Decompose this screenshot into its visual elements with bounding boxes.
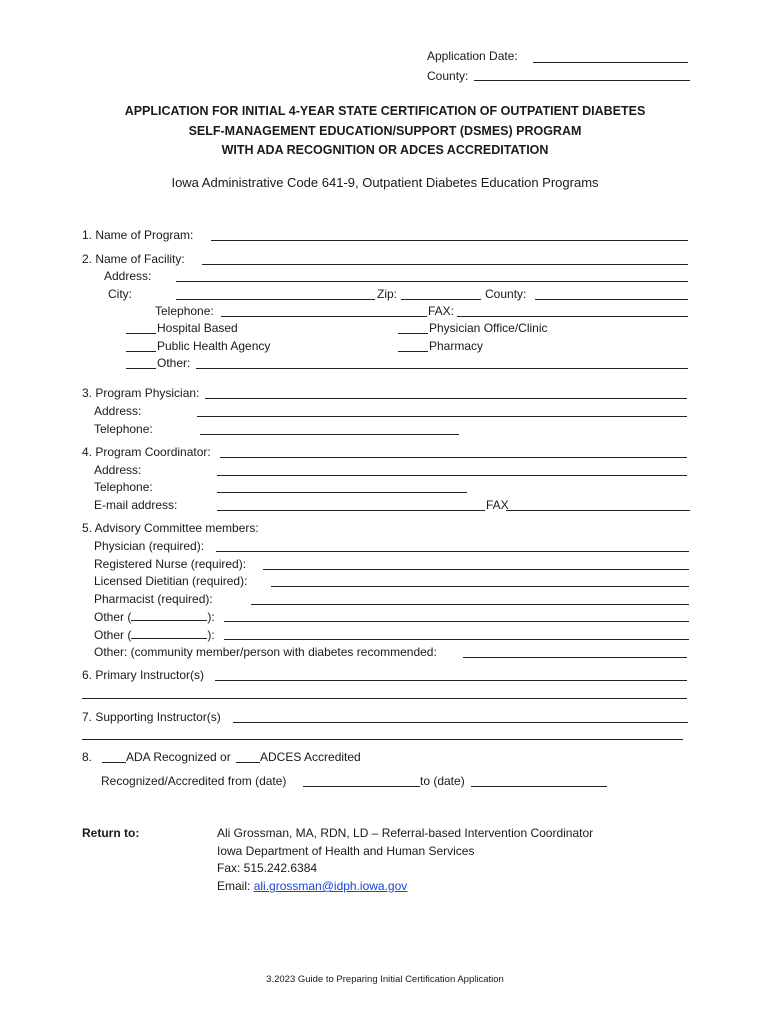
committee-physician-field[interactable]	[216, 551, 689, 552]
program-name-field[interactable]	[211, 240, 688, 241]
facility-zip-field[interactable]	[401, 299, 481, 300]
advisory-committee-label: 5. Advisory Committee members:	[82, 521, 259, 535]
title-line-2: SELF-MANAGEMENT EDUCATION/SUPPORT (DSMES) PROGRAM	[188, 124, 582, 138]
contact-department: Iowa Department of Health and Human Services	[217, 844, 475, 858]
facility-address-label: Address:	[104, 269, 152, 283]
facility-telephone-label: Telephone:	[155, 304, 214, 318]
coordinator-email-field[interactable]	[217, 510, 485, 511]
coordinator-telephone-label: Telephone:	[94, 480, 153, 494]
physician-office-checkbox[interactable]	[398, 333, 428, 334]
supporting-instructor-field-line-2[interactable]	[82, 739, 683, 740]
committee-rn-field[interactable]	[263, 569, 689, 570]
ada-recognized-label: ADA Recognized or	[126, 750, 231, 764]
hospital-option-label: Hospital Based	[157, 321, 238, 335]
committee-other-1-label: Other ( ):	[94, 610, 215, 624]
adces-accredited-label: ADCES Accredited	[260, 750, 361, 764]
coordinator-address-label: Address:	[94, 463, 142, 477]
committee-community-label: Other: (community member/person with diabetes recommended:	[94, 645, 437, 659]
committee-other-2-field[interactable]	[224, 639, 689, 640]
hospital-checkbox[interactable]	[126, 333, 156, 334]
facility-address-field[interactable]	[176, 281, 688, 282]
pharmacy-checkbox[interactable]	[398, 351, 428, 352]
facility-name-label: 2. Name of Facility:	[82, 252, 185, 266]
public-health-checkbox[interactable]	[126, 351, 156, 352]
committee-dietitian-field[interactable]	[271, 586, 689, 587]
supporting-instructor-label: 7. Supporting Instructor(s)	[82, 710, 221, 724]
program-coordinator-field[interactable]	[220, 457, 687, 458]
committee-other-2-role-field[interactable]	[131, 627, 207, 639]
program-physician-label: 3. Program Physician:	[82, 386, 200, 400]
committee-other-1-role-field[interactable]	[131, 609, 207, 621]
coordinator-telephone-field[interactable]	[217, 492, 467, 493]
contact-email-label: Email:	[217, 879, 254, 893]
return-to-label: Return to:	[82, 826, 140, 840]
program-name-label: 1. Name of Program:	[82, 228, 194, 242]
ada-checkbox[interactable]	[102, 762, 126, 763]
public-health-option-label: Public Health Agency	[157, 339, 271, 353]
committee-other-2-label: Other ( ):	[94, 628, 215, 642]
contact-name: Ali Grossman, MA, RDN, LD – Referral-based Intervention Coordinator	[217, 826, 594, 840]
committee-community-field[interactable]	[463, 657, 687, 658]
committee-other-1-field[interactable]	[224, 621, 689, 622]
other-type-field[interactable]	[196, 368, 688, 369]
facility-zip-label: Zip:	[377, 287, 398, 301]
facility-fax-field[interactable]	[457, 316, 688, 317]
pharmacy-option-label: Pharmacy	[429, 339, 484, 353]
subtitle: Iowa Administrative Code 641-9, Outpatient Diabetes Education Programs	[171, 175, 599, 190]
primary-instructor-field-line-2[interactable]	[82, 698, 687, 699]
committee-pharmacist-field[interactable]	[251, 604, 689, 605]
facility-name-field[interactable]	[202, 264, 688, 265]
page-footer: 3.2023 Guide to Preparing Initial Certification Application	[266, 974, 504, 985]
accredited-to-label: to (date)	[420, 774, 465, 788]
facility-county-field[interactable]	[535, 299, 688, 300]
other-type-checkbox[interactable]	[126, 368, 156, 369]
facility-telephone-field[interactable]	[221, 316, 427, 317]
program-physician-field[interactable]	[205, 398, 687, 399]
section-8-number: 8.	[82, 750, 93, 764]
accredited-from-field[interactable]	[303, 786, 420, 787]
application-date-label: Application Date:	[427, 49, 518, 63]
title-line-3: WITH ADA RECOGNITION OR ADCES ACCREDITATION	[221, 143, 549, 157]
county-field[interactable]	[474, 80, 690, 81]
physician-address-label: Address:	[94, 404, 142, 418]
accredited-from-label: Recognized/Accredited from (date)	[101, 774, 287, 788]
coordinator-email-label: E-mail address:	[94, 498, 178, 512]
title-line-1: APPLICATION FOR INITIAL 4-YEAR STATE CERTIFICATION OF OUTPATIENT DIABETES	[124, 104, 646, 118]
program-coordinator-label: 4. Program Coordinator:	[82, 445, 211, 459]
contact-fax: Fax: 515.242.6384	[217, 861, 318, 875]
application-date-field[interactable]	[533, 62, 688, 63]
facility-city-label: City:	[108, 287, 132, 301]
facility-city-field[interactable]	[176, 299, 375, 300]
coordinator-address-field[interactable]	[217, 475, 687, 476]
facility-county-label: County:	[485, 287, 527, 301]
physician-telephone-label: Telephone:	[94, 422, 153, 436]
other-type-label: Other:	[157, 356, 191, 370]
physician-office-option-label: Physician Office/Clinic	[429, 321, 548, 335]
committee-dietitian-label: Licensed Dietitian (required):	[94, 574, 248, 588]
county-label: County:	[427, 69, 469, 83]
physician-address-field[interactable]	[197, 416, 687, 417]
supporting-instructor-field[interactable]	[233, 722, 688, 723]
committee-pharmacist-label: Pharmacist (required):	[94, 592, 213, 606]
accredited-to-field[interactable]	[471, 786, 607, 787]
facility-fax-label: FAX:	[428, 304, 455, 318]
primary-instructor-field[interactable]	[215, 680, 687, 681]
primary-instructor-label: 6. Primary Instructor(s)	[82, 668, 205, 682]
contact-email-line	[217, 879, 407, 893]
adces-checkbox[interactable]	[236, 762, 260, 763]
coordinator-fax-label: FAX	[486, 498, 509, 512]
coordinator-fax-field[interactable]	[506, 510, 690, 511]
contact-email-link[interactable]: ali.grossman@idph.iowa.gov	[253, 879, 408, 893]
committee-physician-label: Physician (required):	[94, 539, 205, 553]
physician-telephone-field[interactable]	[200, 434, 459, 435]
committee-rn-label: Registered Nurse (required):	[94, 557, 247, 571]
